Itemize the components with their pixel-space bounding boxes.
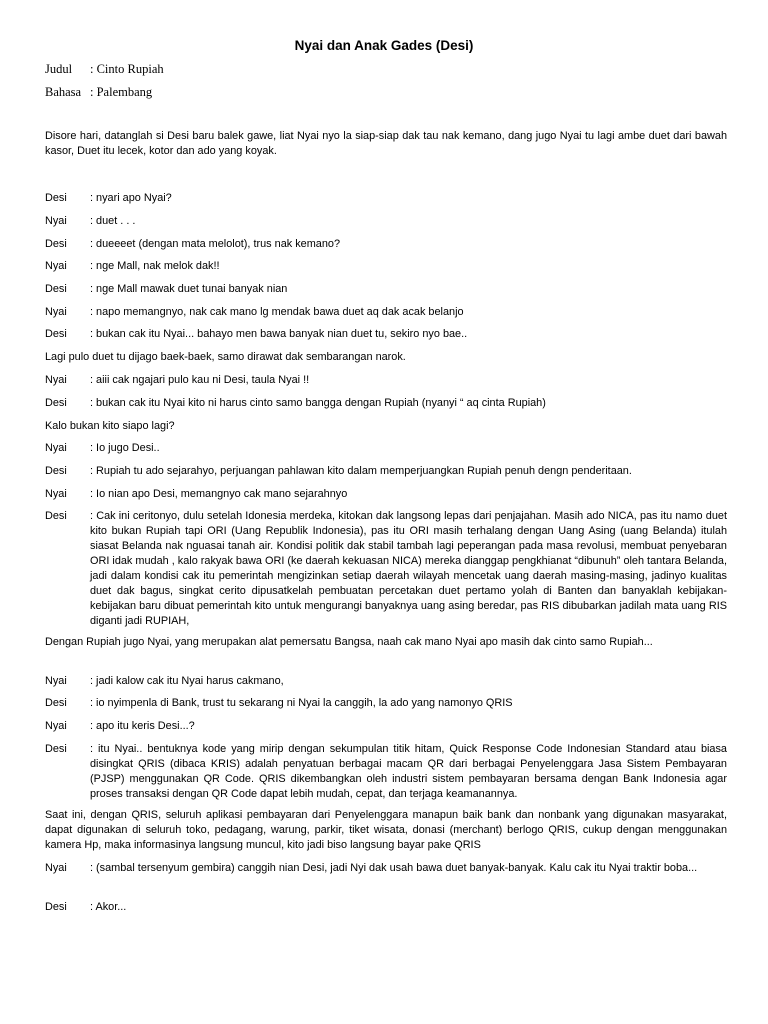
intro-paragraph: Disore hari, datanglah si Desi baru balek gawe, liat Nyai nyo la siap-siap dak tau nak kemano, dang jugo Nyai tu lagi ambe duet dari bawah kasor, Duet itu lecek, kotor dan ado yang koyak. [45,130,727,157]
dialogue-text: : Cak ini ceritonyo, dulu setelah Idonesia merdeka, kitokan dak langsong lepas dari penjajahan. Masih ado NICA, pas itu namo duet kito bukan Rupiah tapi ORI (Uang Republik Indonesia), pas itu ORI masih terhalang dengan Uang Asing (uang Belanda) itulah siasat Belanda nak nguasai tanah air. Kondisi politik dak stabil tambah lagi peperangan pada masa revolusi, membuat penyebaran ORI idak mudah , kalo rakyak bawa ORI (ke daerah kekuasan NICA) mereka dianggap pengkhianat “dibunuh” oleh tantara Belanda, jadi dalam kondisi cak itu pemerintah mengizinkan setiap daerah wilayah mencetak uang daerah masing-masing, jadinyo kualitas duet dak bagus, singkat cerito dipusatkelah pembuatan percetakan duet pertamo yolah di Banten dan banyaklah kebijakan-kebijakan baru dibuat pemerintah kito untuk mengurangi banyaknya uang asing beredar, pas RIS dibubarkan jadilah mata uang RIS diganti jadi RUPIAH, [90,510,727,627]
dialogue-line [45,900,735,915]
dialogue-text: : bukan cak itu Nyai kito ni harus cinto samo bangga dengan Rupiah (nyanyi “ aq cinta Rupiah) [90,397,546,409]
speaker-name: Desi [45,397,67,409]
dialogue-text: : dueeeet (dengan mata melolot), trus nak kemano? [90,238,341,250]
dialogue-text: : nge Mall, nak melok dak!! [90,260,220,272]
narration-line [45,350,735,365]
meta-bahasa [45,85,152,100]
dialogue-line [45,282,735,297]
dialogue-line [45,373,735,388]
dialogue-line [45,305,735,320]
dialogue-line [45,696,735,711]
dialogue-text: : nyari apo Nyai? [90,192,172,204]
dialogue-text: : (sambal tersenyum gembira) canggih nian Desi, jadi Nyi dak usah bawa duet banyak-banyak. Kalu cak itu Nyai traktir boba... [90,862,698,874]
dialogue-text: : Akor... [90,901,127,913]
meta-bahasa-value: : Palembang [90,85,153,99]
speaker-name: Desi [45,697,67,709]
dialogue-line [45,674,735,689]
dialogue-line [45,214,735,229]
speaker-name: Desi [45,283,67,295]
para-qris-usage: Saat ini, dengan QRIS, seluruh aplikasi pembayaran dari Penyelenggara manapun baik bank dan nonbank yang digunakan masyarakat, dapat digunakan di seluruh toko, pedagang, warung, parkir, tiket wisata, donasi (merchant) berlogo QRIS, cukup dengan menggunakan kamera Hp, maka informasinya langsung muncul, kito jadi biso langsung bayar pake QRIS [45,809,727,851]
dialogue-text: : Io nian apo Desi, memangnyo cak mano sejarahnyo [90,488,348,500]
speaker-name: Nyai [45,306,67,318]
dialogue-text: : duet . . . [90,215,136,227]
dialogue-text: : aiii cak ngajari pulo kau ni Desi, taula Nyai !! [90,374,310,386]
dialogue-line [45,464,735,479]
dialogue-text: : napo memangnyo, nak cak mano lg mendak bawa duet aq dak acak belanjo [90,306,464,318]
speaker-name: Desi [45,465,67,477]
narration-text: Lagi pulo duet tu dijago baek-baek, samo dirawat dak sembarangan narok. [45,351,406,363]
speaker-name: Desi [45,510,67,522]
speaker-name: Desi [45,328,67,340]
speaker-name: Desi [45,901,67,913]
dialogue-text: : Io jugo Desi.. [90,442,160,454]
dialogue-line [45,487,735,502]
speaker-name: Nyai [45,215,67,227]
meta-bahasa-key: Bahasa [45,85,82,99]
speaker-name: Nyai [45,720,67,732]
final-dialogue [45,861,727,876]
speaker-name: Desi [45,192,67,204]
speaker-name: Nyai [45,374,67,386]
dialogue-text: : jadi kalow cak itu Nyai harus cakmano, [90,675,284,687]
dialogue-text: : apo itu keris Desi...? [90,720,195,732]
dialogue-text: : Rupiah tu ado sejarahyo, perjuangan pahlawan kito dalam memperjuangkan Rupiah penuh dengn penderitaan. [90,465,632,477]
qris-paragraph [45,742,727,802]
dialogue-line [45,327,735,342]
speaker-name: Nyai [45,260,67,272]
dialogue-line [45,441,735,456]
dialogue-line [45,259,735,274]
meta-judul-key: Judul [45,62,73,76]
dialogue-text: : itu Nyai.. bentuknya kode yang mirip dengan sekumpulan titik hitam, Quick Response Code Indonesian Standard atau biasa disingkat QRIS (dibaca KRIS) adalah penyatuan berbagai macam QR dari berbagai Penyelenggara Jasa Sistem Pembayaran (PJSP) menggunakan QR Code. QRIS dikembangkan oleh industri sistem pembayaran bersama dengan Bank Indonesia agar proses transaksi dengan QR Code dapat lebih mudah, cepat, dan terjaga keamanannya. [90,743,727,800]
para-rupiah-unity: Dengan Rupiah jugo Nyai, yang merupakan alat pemersatu Bangsa, naah cak mano Nyai apo masih dak cinto samo Rupiah... [45,636,653,648]
speaker-name: Desi [45,238,67,250]
narration-line [45,419,735,434]
dialogue-line [45,396,735,411]
meta-judul [45,62,164,77]
dialogue-text: : io nyimpenla di Bank, trust tu sekarang ni Nyai la canggih, la ado yang namonyo QRIS [90,697,513,709]
dialogue-text: : nge Mall mawak duet tunai banyak nian [90,283,288,295]
speaker-name: Nyai [45,442,67,454]
speaker-name: Nyai [45,675,67,687]
dialogue-line [45,191,735,206]
history-paragraph [45,509,727,629]
meta-judul-value: : Cinto Rupiah [90,62,164,76]
speaker-name: Nyai [45,488,67,500]
document-title: Nyai dan Anak Gades (Desi) [294,38,474,53]
dialogue-line [45,237,735,252]
speaker-name: Nyai [45,862,67,874]
dialogue-text: : bukan cak itu Nyai... bahayo men bawa banyak nian duet tu, sekiro nyo bae.. [90,328,468,340]
dialogue-line [45,719,735,734]
narration-text: Kalo bukan kito siapo lagi? [45,420,175,432]
speaker-name: Desi [45,743,67,755]
